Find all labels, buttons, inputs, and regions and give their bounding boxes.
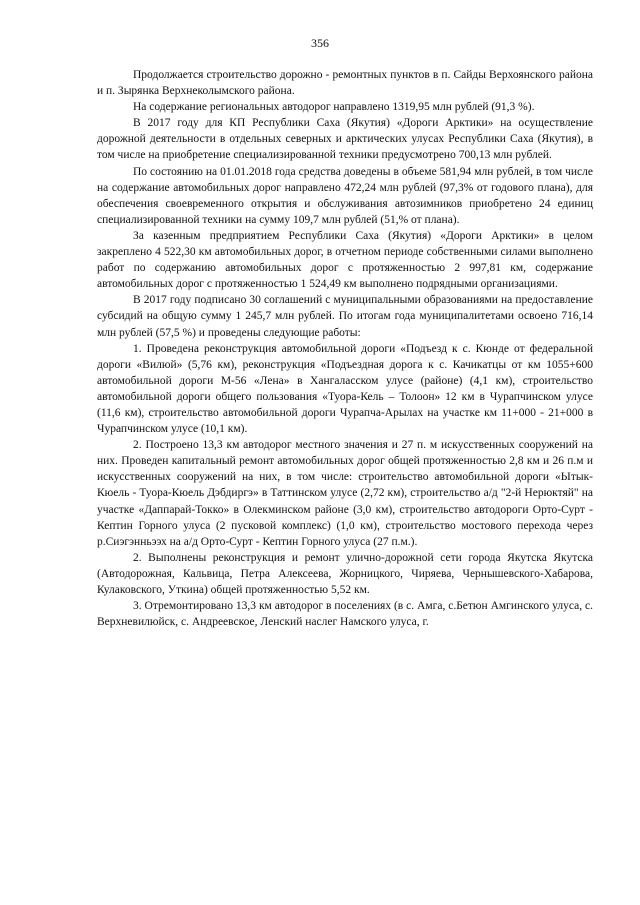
page-number: 356 <box>311 36 329 50</box>
list-item-repairs: 3. Отремонтировано 13,3 км автодорог в поселениях (в с. Амга, с.Бетюн Амгинского улуса, с. Верхневилюйск, с. Андреевское, Ленский наслег Намского улуса, г. <box>97 600 593 629</box>
paragraph-arctic-roads-budget: В 2017 году для КП Республики Саха (Якутия) «Дороги Арктики» на осуществление дорожной деятельности в отдельных северных и арктических улусах Республики Саха (Якутия), в том числе на приобретение специализированной техники предусмотрено 700,13 млн рублей. <box>97 117 593 162</box>
paragraph-municipal-agreements: В 2017 году подписано 30 соглашений с муниципальными образованиями на предоставление субсидий на общую сумму 1 245,7 млн рублей. По итогам года муниципалитетами освоено 716,14 млн рублей (57,5 %) и проведены следующие работы: <box>97 294 593 339</box>
body-text <box>97 67 593 630</box>
list-item-reconstruction: 1. Проведена реконструкция автомобильной дороги «Подъезд к с. Кюнде от федеральной дороги «Вилюй» (5,76 км), реконструкция «Подъездная дорога к с. Качикатцы от км 1055+600 автомобильной дороги М-56 «Лена» в Хангаласском улусе (районе) (4,1 км), строительство автомобильной дороги общего пользования «Туора-Кель – Толоон» 12 км в Чурапчинском улусе (11,6 км), строительство автомобильной дороги Чурапча-Арылах на участке км 11+000 - 21+000 в Чурапчинском улусе (10,1 км). <box>97 342 593 436</box>
list-item-construction: 2. Построено 13,3 км автодорог местного значения и 27 п. м искусственных сооружений на них. Проведен капитальный ремонт автомобильных дорог общей протяженностью 2,8 км и 26 п.м и искусственных сооружений на них, в том числе: строительство автомобильной дороги «Ытык-Кюель - Туора-Кюель Дэбдиргэ» в Таттинском улусе (2,72 км), строительство а/д "2-й Нерюктяй" на участке «Даппарай-Токко» в Олекминском районе (3,0 км), строительство автодороги Орто-Сурт - Кептин Горного улуса (2 пусковой комплекс) (1,0 км), строительство мостового перехода через р.Сиэгэнньээх на а/д Орто-Сурт - Кептин Горного улуса (27 п.м.). <box>97 439 593 548</box>
paragraph-assigned-roads: За казенным предприятием Республики Саха (Якутия) «Дороги Арктики» в целом закреплено 4 522,30 км автомобильных дорог, в отчетном периоде собственными силами выполнено работ по содержанию автомобильных дорог с протяженностью 2 997,81 км, содержание автомобильных дорог с протяженностью 1 524,49 км выполнено подрядными организациями. <box>97 229 593 291</box>
list-item-yakutsk-streets: 2. Выполнены реконструкция и ремонт улично-дорожной сети города Якутска Якутска (Автодорожная, Кальвица, Петра Алексеева, Жорницкого, Чиряева, Чернышевского-Хабарова, Кулаковского, Уткина) общей протяженностью 5,52 км. <box>97 551 593 596</box>
paragraph-regional-maintenance: На содержание региональных автодорог направлено 1319,95 млн рублей (91,3 %). <box>133 101 535 114</box>
paragraph-funds-status: По состоянию на 01.01.2018 года средства доведены в объеме 581,94 млн рублей, в том числе на содержание автомобильных дорог направлено 472,24 млн рублей (97,3% от годового плана), для обеспечения своевременного открытия и обслуживания автозимников приобретено 24 единиц специализированной техники на сумму 109,7 млн рублей (51,% от плана). <box>97 165 593 226</box>
paragraph-road-stations: Продолжается строительство дорожно - ремонтных пунктов в п. Сайды Верхоянского района и п. Зырянка Верхнеколымского района. <box>97 69 593 98</box>
